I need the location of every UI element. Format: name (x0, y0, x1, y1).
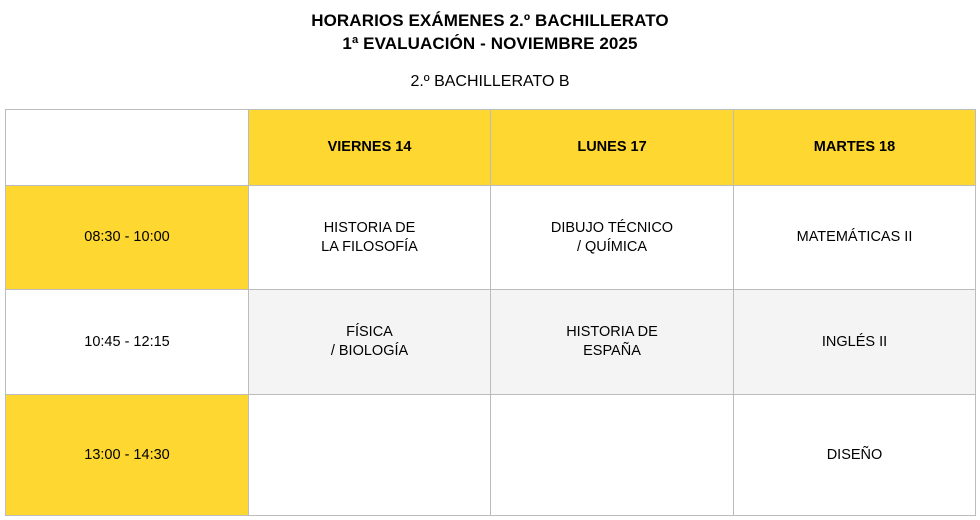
title-line-1: HORARIOS EXÁMENES 2.º BACHILLERATO (311, 11, 669, 30)
day-header-martes: MARTES 18 (734, 110, 976, 186)
table-row (6, 290, 976, 395)
exam-subject-line: INGLÉS II (821, 333, 888, 350)
exam-subject-line: / QUÍMICA (576, 238, 648, 255)
exam-schedule-table (5, 109, 976, 516)
time-slot-cell: 13:00 - 14:30 (6, 395, 249, 516)
exam-subject-line: DIBUJO TÉCNICO (550, 219, 674, 236)
exam-subject-line: FÍSICA (346, 324, 393, 340)
table-header-row (6, 110, 976, 186)
exam-subject-line: LA FILOSOFÍA (321, 238, 418, 255)
table-row (6, 186, 976, 290)
exam-cell (734, 186, 976, 290)
exam-subject-line: MATEMÁTICAS II (796, 229, 913, 245)
exam-cell-empty (249, 395, 491, 516)
exam-subject-line: HISTORIA DE (566, 324, 658, 340)
time-slot-cell: 10:45 - 12:15 (6, 290, 249, 395)
exam-cell (491, 186, 734, 290)
title-line-2: 1ª EVALUACIÓN - NOVIEMBRE 2025 (342, 34, 638, 53)
corner-cell (6, 110, 249, 186)
exam-cell-empty (491, 395, 734, 516)
exam-cell (249, 290, 491, 395)
document-title (0, 9, 980, 55)
exam-subject-line: DISEÑO (826, 446, 883, 463)
group-label: 2.º BACHILLERATO B (410, 73, 570, 90)
day-header-lunes: LUNES 17 (491, 110, 734, 186)
exam-subject-line: / BIOLOGÍA (330, 343, 409, 359)
exam-cell (734, 395, 976, 516)
day-header-viernes: VIERNES 14 (249, 110, 491, 186)
exam-cell (491, 290, 734, 395)
time-slot-cell: 08:30 - 10:00 (6, 186, 249, 290)
exam-subject-line: HISTORIA DE (323, 219, 416, 236)
exam-cell (249, 186, 491, 290)
exam-subject-line: ESPAÑA (583, 343, 641, 359)
exam-cell (734, 290, 976, 395)
table-row (6, 395, 976, 516)
